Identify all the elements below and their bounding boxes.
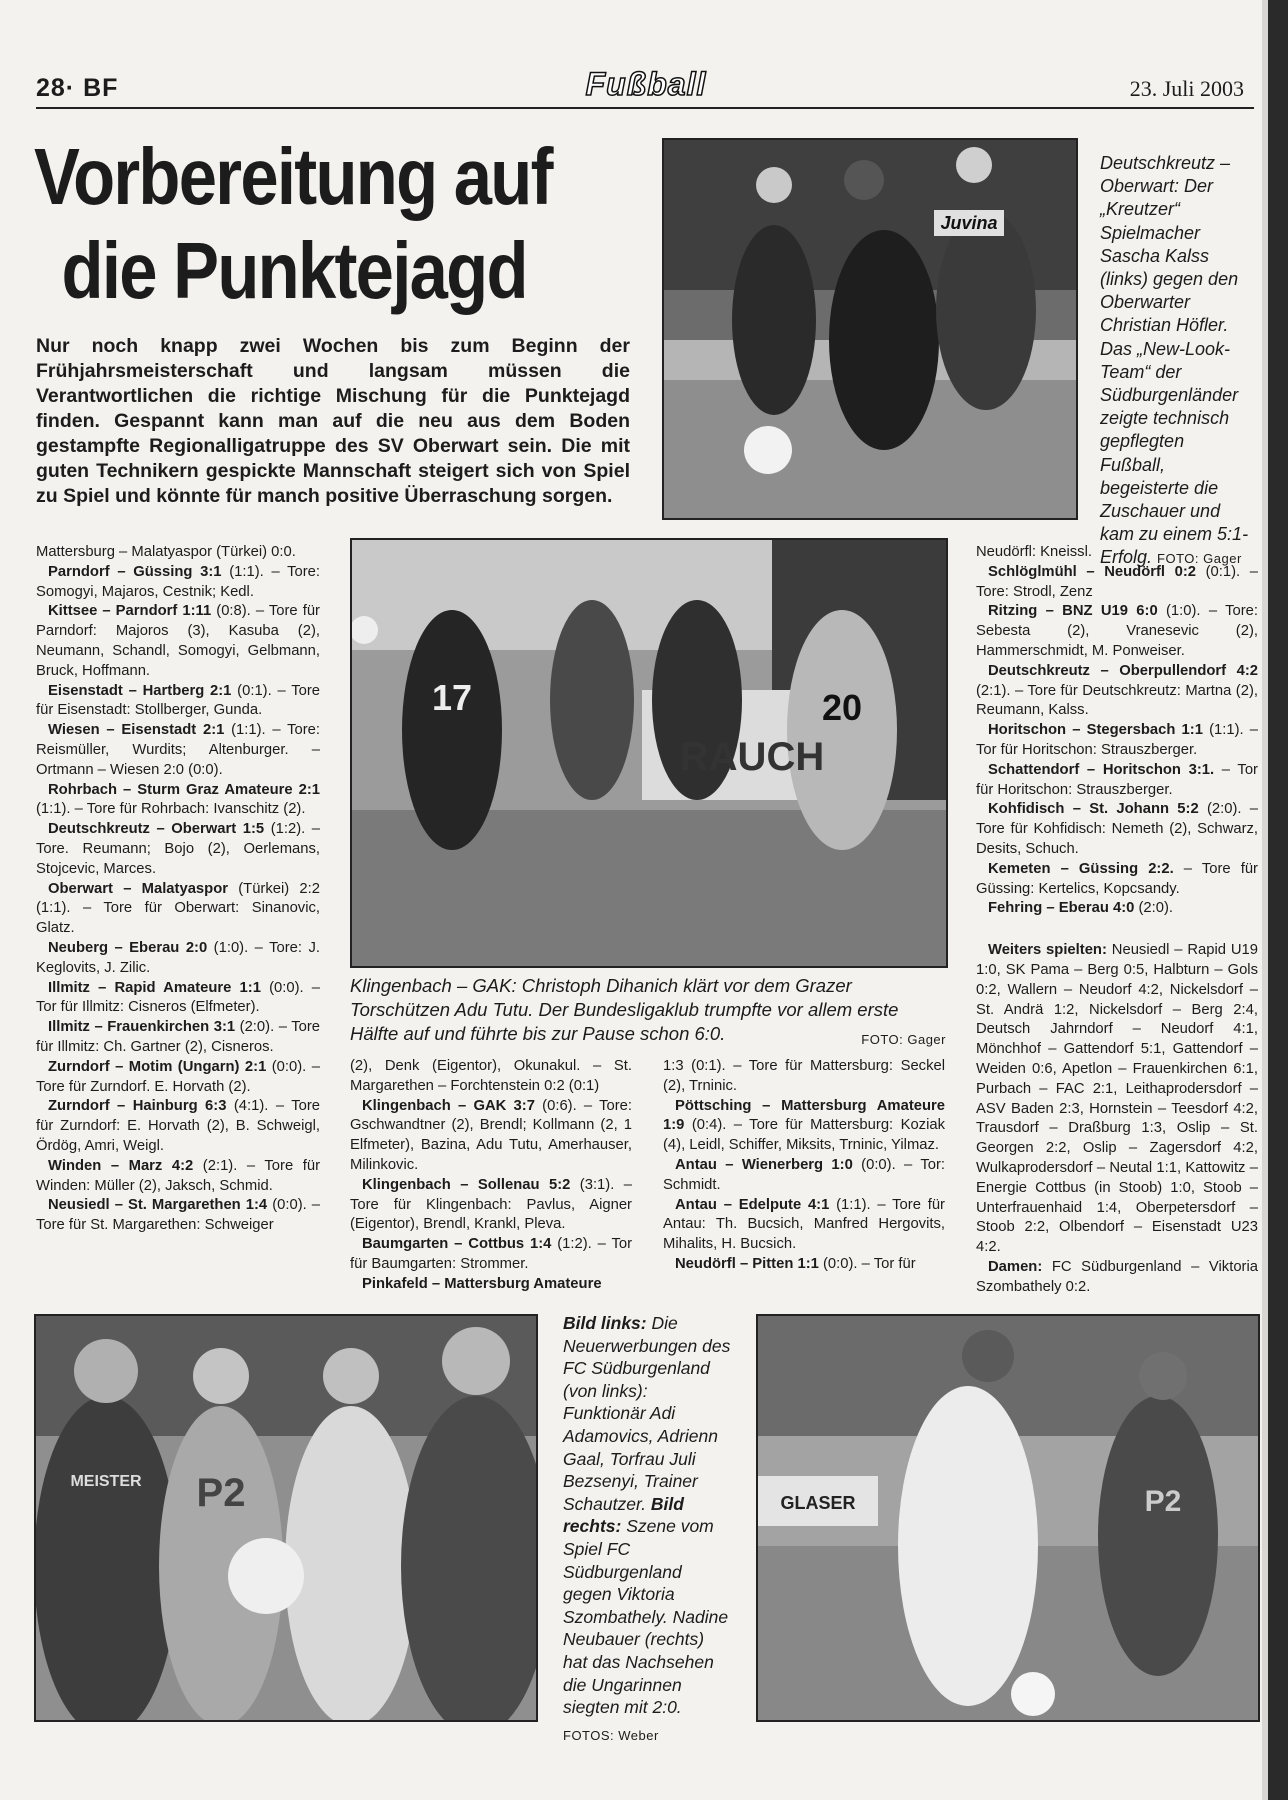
result-entry (36, 939, 320, 979)
bottom-caption-credit: FOTOS: Weber (563, 1727, 659, 1743)
result-match: Neusiedl – St. Margarethen 1:4 (48, 1197, 268, 1214)
result-detail: – Tor für Horitschon: Strauszberger. (976, 761, 1258, 798)
result-match: Illmitz – Frauenkirchen 3:1 (48, 1019, 236, 1036)
result-detail: (0:1). – Tore: Strodl, Zenz (976, 563, 1258, 600)
result-detail: (0:0). – Tor für (818, 1255, 916, 1272)
result-match: Fehring – Eberau 4:0 (988, 900, 1135, 917)
result-entry (36, 563, 320, 603)
result-detail: (0:8). – Tore für Parndorf: Majoros (3), Kasuba (2), Neumann, Schandl, Somogyi, Gelbmann, Bruck, Hoffmann. (36, 603, 320, 679)
result-match: Damen: (988, 1258, 1043, 1275)
result-entry (36, 820, 320, 879)
result-entry (663, 1057, 945, 1097)
caption-label-left: Bild links: (563, 1313, 647, 1333)
result-match: Wiesen – Eisenstadt 2:1 (48, 722, 225, 739)
result-entry (36, 602, 320, 681)
result-entry (976, 602, 1258, 661)
result-detail: (2:0). – Tore für Kohfidisch: Nemeth (2), Schwarz, Desits, Schuch. (976, 801, 1258, 857)
article-lead: Nur noch knapp zwei Wochen bis zum Beginn der Frühjahrsmeisterschaft und langsam müssen die Verantwortlichen die richtige Mischung für die Punktejagd finden. Gespannt kann man auf die neu aus dem Boden gestampfte Regionalligatruppe des SV Oberwart sein. Die mit guten Technikern gespickte Mannschaft steigert sich von Spiel zu Spiel und könnte für manch positive Überraschung sorgen. (36, 335, 630, 507)
shirt-logo: P2 (196, 1471, 246, 1515)
result-match: Kohfidisch – St. Johann 5:2 (988, 801, 1199, 818)
results-column-4 (976, 543, 1258, 1297)
result-match: Winden – Marz 4:2 (48, 1157, 194, 1174)
result-detail: (1:1). – Tore: Reismüller, Wurdits; Altenburger. – Ortmann – Wiesen 2:0 (0:0). (36, 722, 320, 778)
results-column-2 (350, 1057, 632, 1295)
result-entry (36, 721, 320, 780)
result-match: Klingenbach – Sollenau 5:2 (362, 1176, 571, 1193)
result-detail: (1:2). – Tor für Baumgarten: Strommer. (350, 1236, 632, 1272)
page-number: 28· BF (36, 74, 119, 102)
result-detail: (0:4). – Tore für Mattersburg: Koziak (4), Leidl, Schiffer, Miksits, Trninic, Yilmaz. (663, 1117, 945, 1154)
results-column-3 (663, 1057, 945, 1275)
result-match: Kittsee – Parndorf 1:11 (48, 603, 212, 620)
result-entry (976, 662, 1258, 721)
result-detail: (2:1). – Tore für Winden: Müller (2), Jaksch, Schmid. (36, 1157, 321, 1194)
result-detail: (0:0). – Tor für Illmitz: Cisneros (Elfmeter). (36, 979, 320, 1016)
result-entry (36, 781, 320, 821)
article-headline (34, 130, 559, 318)
result-match: Weiters spielten: (988, 942, 1107, 959)
result-match: Deutschkreutz – Oberwart 1:5 (48, 821, 265, 838)
result-match: Neuberg – Eberau 2:0 (48, 939, 208, 956)
result-entry (976, 800, 1258, 859)
result-match: Eisenstadt – Hartberg 2:1 (48, 682, 232, 699)
result-entry (350, 1057, 632, 1097)
top-photo-caption (1100, 152, 1254, 571)
section-title: Fußball (585, 66, 707, 102)
result-entry (976, 543, 1258, 563)
result-entry (976, 721, 1258, 761)
result-match: Ritzing – BNZ U19 6:0 (988, 603, 1158, 620)
result-detail: Neusiedl – Rapid U19 1:0, SK Pama – Berg 0:5, Halbturn – Gols 0:2, Wallern – Neudorf 4:2, Nickelsdorf – St. Andrä 1:2, Nickelsdorf – Berg 2:4, Deutsch Jahrndorf – Neudorf 4:1, Mönchhof – Gattendorf 5:1, Gattendorf – Weiden 0:6, Apetlon – Frauenkirchen 6:1, Purbach – FAC 2:1, Leithaprodersdorf – ASV Baden 2:3, Hornstein – Teesdorf 4:2, Trausdorf – Draßburg 1:3, Oslip – St. Georgen 2:2, Oslip – Zagersdorf 4:2, Wulkaprodersdorf – Neutal 1:1, Kattowitz – Energie Cottbus (in Stoob) 1:0, Stoob – Unterfrauenhaid 1:4, Oberpetersdorf – Stoob 2:2, Olbendorf – Eisenstadt U23 4:2. (976, 942, 1258, 1256)
caption-text-left: Die Neuerwerbungen des FC Südburgenland (von links): Funktionär Adi Adamovics, Adrienn Gaal, Torfrau Juli Bezsenyi, Trainer Schautzer. (563, 1313, 731, 1514)
photo-deutschkreutz-oberwart (662, 138, 1078, 520)
result-match: Klingenbach – GAK 3:7 (362, 1097, 535, 1114)
result-detail: 1:3 (0:1). – Tore für Mattersburg: Seckel (2), Trninic. (663, 1058, 945, 1094)
results-column-1 (36, 543, 320, 1236)
result-entry (36, 880, 320, 939)
result-match: Kemeten – Güssing 2:2. (988, 860, 1174, 877)
result-entry (350, 1235, 632, 1275)
result-entry (976, 899, 1258, 919)
result-detail: (2:0). (1134, 900, 1174, 917)
shirt-logo: P2 (1144, 1485, 1182, 1518)
result-match: Schattendorf – Horitschon 3:1. (988, 761, 1215, 778)
result-detail: (Türkei) 2:2 (1:1). – Tore für Oberwart: Sinanovic, Glatz. (36, 880, 320, 937)
result-entry (663, 1196, 945, 1255)
result-detail: Neudörfl: Kneissl. (976, 544, 1092, 560)
result-entry (663, 1097, 945, 1156)
bottom-caption (563, 1312, 733, 1747)
headline-line-2: die Punktejagd (61, 226, 527, 315)
result-match: Pöttsching – Mattersburg Amateure 1:9 (663, 1097, 945, 1134)
result-entry (36, 1196, 320, 1236)
result-detail: (1:2). – Tore. Reumann; Bojo (2), Oerlemans, Stojcevic, Marces. (36, 821, 320, 877)
result-match: Rohrbach – Sturm Graz Amateure 2:1 (48, 781, 320, 798)
header-rule (36, 107, 1254, 109)
result-match: Zurndorf – Motim (Ungarn) 2:1 (48, 1058, 267, 1075)
result-detail: FC Südburgenland – Viktoria Szombathely 0:2. (976, 1258, 1258, 1295)
result-entry (976, 761, 1258, 801)
result-detail: (1:0). – Tore: J. Keglovits, J. Zilic. (36, 939, 320, 976)
result-detail: (1:1). – Tor für Horitschon: Strauszberger. (976, 722, 1258, 758)
result-detail: (2), Denk (Eigentor), Okunakul. – St. Margarethen – Forchtenstein 0:2 (0:1) (350, 1058, 632, 1094)
result-match: Horitschon – Stegersbach 1:1 (988, 722, 1203, 739)
shirt-number-1: 17 (431, 677, 473, 718)
photo-image (36, 1316, 536, 1720)
result-detail: (2:1). – Tore für Deutschkreutz: Martna (2), Reumann, Kalss. (976, 682, 1258, 719)
result-detail: (0:1). – Tore für Eisenstadt: Stollberger, Gunda. (36, 682, 320, 719)
result-detail: – Tore für Güssing: Kertelics, Kopcsandy. (976, 860, 1258, 897)
photo-new-signings (34, 1314, 538, 1722)
result-detail: (0:6). – Tore: Gschwandtner (2), Brendl; Kollmann (2, 1 Elfmeter), Bazina, Adu Tutu, Amerhauser, Milinkovic. (350, 1097, 632, 1173)
result-entry (36, 1157, 320, 1197)
result-detail: (0:0). – Tore für St. Margarethen: Schweiger (36, 1197, 320, 1234)
result-match: Baumgarten – Cottbus 1:4 (362, 1236, 552, 1253)
result-detail: Mattersburg – Malatyaspor (Türkei) 0:0. (36, 544, 296, 560)
result-entry (350, 1275, 632, 1295)
result-match: Oberwart – Malatyaspor (48, 880, 228, 897)
top-caption-text: Deutschkreutz – Oberwart: Der „Kreutzer“ Spielmacher Sascha Kalss (links) gegen den Oberwarter Christian Höfler. Das „New-Look-Team“ der Südburgenländer zeigte technisch gepflegten Fußball, begeisterte die Zuschauer und kam zu einem 5:1-Erfolg. (1100, 153, 1249, 568)
caption-text-right: Szene vom Spiel FC Südburgenland gegen Viktoria Szombathely. Nadine Neubauer (rechts) hat das Nachsehen die Ungarinnen siegten mit 2:0. (563, 1516, 729, 1718)
mid-photo-caption (350, 974, 946, 1052)
photo-image (758, 1316, 1258, 1720)
result-entry (36, 1058, 320, 1098)
result-match: Neudörfl – Pitten 1:1 (675, 1255, 819, 1272)
result-entry (350, 1176, 632, 1235)
result-entry (36, 543, 320, 563)
result-entry (350, 1097, 632, 1176)
shirt-number-2: 20 (821, 687, 863, 728)
result-match: Deutschkreutz – Oberpullendorf 4:2 (988, 662, 1258, 679)
result-match: Pinkafeld – Mattersburg Amateure (362, 1275, 602, 1292)
banner-text: RAUCH (679, 735, 825, 779)
result-detail: (0:0). – Tor: Schmidt. (663, 1156, 946, 1193)
result-match: Illmitz – Rapid Amateure 1:1 (48, 979, 261, 996)
banner-text: GLASER (780, 1493, 856, 1513)
result-entry (36, 1018, 320, 1058)
photo-klingenbach-gak (350, 538, 948, 968)
result-detail: (1:1). – Tore für Rohrbach: Ivanschitz (2). (36, 801, 306, 818)
result-entry (36, 1097, 320, 1156)
result-match: Antau – Edelpute 4:1 (675, 1196, 830, 1213)
result-detail: (4:1). – Tore für Zurndorf: E. Horvath (2), B. Schweigl, Ördög, Amri, Weigl. (36, 1098, 320, 1154)
result-entry (976, 941, 1258, 1258)
page-edge (1268, 0, 1288, 1800)
top-caption-credit: FOTO: Gager (1157, 551, 1242, 567)
result-match: Parndorf – Güssing 3:1 (48, 563, 222, 580)
result-detail: (2:0). – Tore für Illmitz: Ch. Gartner (2), Cisneros. (36, 1019, 320, 1055)
result-detail: (3:1). – Tore für Klingenbach: Pavlus, Aigner (Eigentor), Brendl, Krankl, Pleva. (350, 1176, 632, 1233)
issue-date: 23. Juli 2003 (1129, 76, 1244, 101)
result-entry (976, 1258, 1258, 1298)
result-match: Zurndorf – Hainburg 6:3 (48, 1098, 227, 1115)
result-detail: (1:0). – Tore: Sebesta (2), Vranesevic (2), Hammerschmidt, M. Ponweiser. (976, 603, 1258, 659)
result-entry (976, 860, 1258, 900)
mid-caption-text: Klingenbach – GAK: Christoph Dihanich klärt vor dem Grazer Torschützen Adu Tutu. Der Bundesligaklub trumpfte vor allem erste Hälfte auf und führte bis zur Pause schon 6:0. (350, 975, 899, 1044)
result-entry (663, 1156, 945, 1196)
result-match: Schlöglmühl – Neudörfl 0:2 (988, 563, 1197, 580)
jersey-sponsor: Juvina (940, 213, 998, 233)
result-detail: (0:0). – Tore für Zurndorf. E. Horvath (2). (36, 1058, 320, 1095)
result-entry (976, 563, 1258, 603)
result-match: Antau – Wienerberg 1:0 (675, 1156, 853, 1173)
result-entry (36, 979, 320, 1019)
photo-suedburgenland-szombathely (756, 1314, 1260, 1722)
shirt-print: MEISTER (70, 1473, 142, 1490)
caption-label-right: Bild rechts: (563, 1493, 684, 1537)
photo-image (352, 540, 946, 966)
photo-image (664, 140, 1076, 518)
result-entry (663, 1255, 945, 1275)
mid-caption-credit: FOTO: Gager (861, 1032, 946, 1047)
result-entry (36, 682, 320, 722)
headline-line-1: Vorbereitung auf (34, 132, 552, 221)
result-detail: (1:1). – Tore für Antau: Th. Bucsich, Manfred Hergovits, Mihalits, H. Bucsich. (663, 1196, 945, 1253)
result-detail: (1:1). – Tore: Somogyi, Majaros, Cestnik; Kedl. (36, 563, 320, 600)
